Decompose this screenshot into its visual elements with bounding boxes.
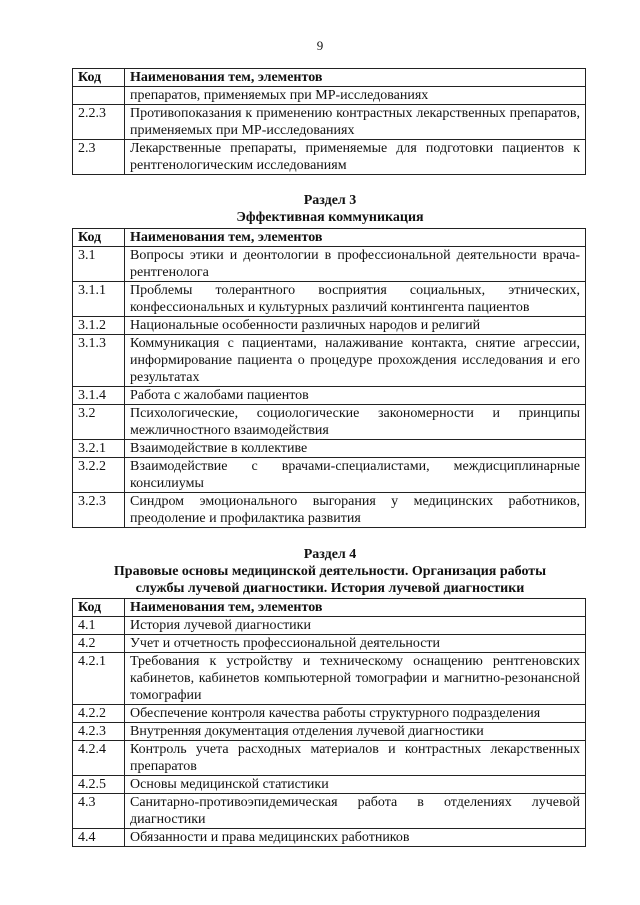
- name-column-header: Наименования тем, элементов: [125, 69, 586, 87]
- section-4-title-line1: Правовые основы медицинской деятельности. Организация работы: [113, 564, 547, 579]
- row-topic-name: История лучевой диагностики: [125, 617, 586, 635]
- table-row: [73, 705, 586, 723]
- table-row: [73, 723, 586, 741]
- name-column-header: Наименования тем, элементов: [125, 229, 586, 247]
- row-code: 4.2.3: [73, 723, 125, 741]
- row-code: 3.1.2: [73, 317, 125, 335]
- row-topic-name: Основы медицинской статистики: [125, 776, 586, 794]
- code-column-header: Код: [73, 229, 125, 247]
- topics-table-section3: [72, 228, 586, 528]
- row-topic-name: Внутренняя документация отделения лучевой диагностики: [125, 723, 586, 741]
- row-code: 4.2: [73, 635, 125, 653]
- row-topic-name: Требования к устройству и техническому оснащению рентгеновских кабинетов, кабинетов компьютерной томографии и магнитно-резонансной томографии: [125, 653, 586, 705]
- table-header-row: [73, 599, 586, 617]
- section-4-title-line2: службы лучевой диагностики. История лучевой диагностики: [135, 581, 525, 596]
- row-code: 3.2.2: [73, 458, 125, 493]
- table-row: [73, 635, 586, 653]
- table-row: [73, 794, 586, 829]
- code-column-header: Код: [73, 69, 125, 87]
- table-row: [73, 405, 586, 440]
- row-topic-name: препаратов, применяемых при МР-исследованиях: [125, 87, 586, 105]
- row-code: 3.1.3: [73, 335, 125, 387]
- row-topic-name: Проблемы толерантного восприятия социальных, этнических, конфессиональных и культурных различий контингента пациентов: [125, 282, 586, 317]
- row-topic-name: Национальные особенности различных народов и религий: [125, 317, 586, 335]
- section-3-heading: [70, 192, 590, 226]
- table-row: [73, 387, 586, 405]
- table-row: [73, 493, 586, 528]
- table-row: [73, 335, 586, 387]
- topics-table-section2-continued: [72, 68, 586, 175]
- table-header-row: [73, 69, 586, 87]
- table-row: [73, 440, 586, 458]
- row-topic-name: Лекарственные препараты, применяемые для подготовки пациентов к рентгенологическим исследованиям: [125, 140, 586, 175]
- row-topic-name: Учет и отчетность профессиональной деятельности: [125, 635, 586, 653]
- row-code: 4.2.5: [73, 776, 125, 794]
- section-3-title: Эффективная коммуникация: [236, 210, 424, 225]
- row-code: 2.3: [73, 140, 125, 175]
- row-topic-name: Коммуникация с пациентами, налаживание контакта, снятие агрессии, информирование пациента о процедуре прохождения исследования и его результатах: [125, 335, 586, 387]
- row-topic-name: Взаимодействие с врачами-специалистами, междисциплинарные консилиумы: [125, 458, 586, 493]
- row-topic-name: Синдром эмоционального выгорания у медицинских работников, преодоление и профилактика развития: [125, 493, 586, 528]
- row-topic-name: Обязанности и права медицинских работников: [125, 829, 586, 847]
- table-row: [73, 829, 586, 847]
- row-code: 4.2.2: [73, 705, 125, 723]
- table-row: [73, 617, 586, 635]
- table-row: [73, 458, 586, 493]
- row-code: 2.2.3: [73, 105, 125, 140]
- row-code: 3.1.4: [73, 387, 125, 405]
- row-topic-name: Психологические, социологические закономерности и принципы межличностного взаимодействия: [125, 405, 586, 440]
- row-code: [73, 87, 125, 105]
- row-topic-name: Вопросы этики и деонтологии в профессиональной деятельности врача-рентгенолога: [125, 247, 586, 282]
- table-row: [73, 776, 586, 794]
- table-row: [73, 247, 586, 282]
- table-row: [73, 105, 586, 140]
- table-row: [73, 317, 586, 335]
- code-column-header: Код: [73, 599, 125, 617]
- section-3-label: Раздел 3: [303, 193, 357, 208]
- row-code: 3.2: [73, 405, 125, 440]
- name-column-header: Наименования тем, элементов: [125, 599, 586, 617]
- row-code: 3.1.1: [73, 282, 125, 317]
- table-row: [73, 140, 586, 175]
- page-number: 9: [316, 38, 324, 53]
- row-code: 3.1: [73, 247, 125, 282]
- section-4-heading: [70, 546, 590, 597]
- table-row: [73, 87, 586, 105]
- topics-table-section4: [72, 598, 586, 847]
- table-row: [73, 282, 586, 317]
- row-code: 4.3: [73, 794, 125, 829]
- row-topic-name: Санитарно-противоэпидемическая работа в отделениях лучевой диагностики: [125, 794, 586, 829]
- table-header-row: [73, 229, 586, 247]
- section-4-label: Раздел 4: [303, 547, 357, 562]
- row-code: 3.2.3: [73, 493, 125, 528]
- row-topic-name: Противопоказания к применению контрастных лекарственных препаратов, применяемых при МР-исследованиях: [125, 105, 586, 140]
- row-code: 4.2.1: [73, 653, 125, 705]
- table-row: [73, 653, 586, 705]
- row-topic-name: Взаимодействие в коллективе: [125, 440, 586, 458]
- table-row: [73, 741, 586, 776]
- row-code: 3.2.1: [73, 440, 125, 458]
- row-topic-name: Работа с жалобами пациентов: [125, 387, 586, 405]
- row-topic-name: Контроль учета расходных материалов и контрастных лекарственных препаратов: [125, 741, 586, 776]
- row-code: 4.2.4: [73, 741, 125, 776]
- row-topic-name: Обеспечение контроля качества работы структурного подразделения: [125, 705, 586, 723]
- row-code: 4.4: [73, 829, 125, 847]
- row-code: 4.1: [73, 617, 125, 635]
